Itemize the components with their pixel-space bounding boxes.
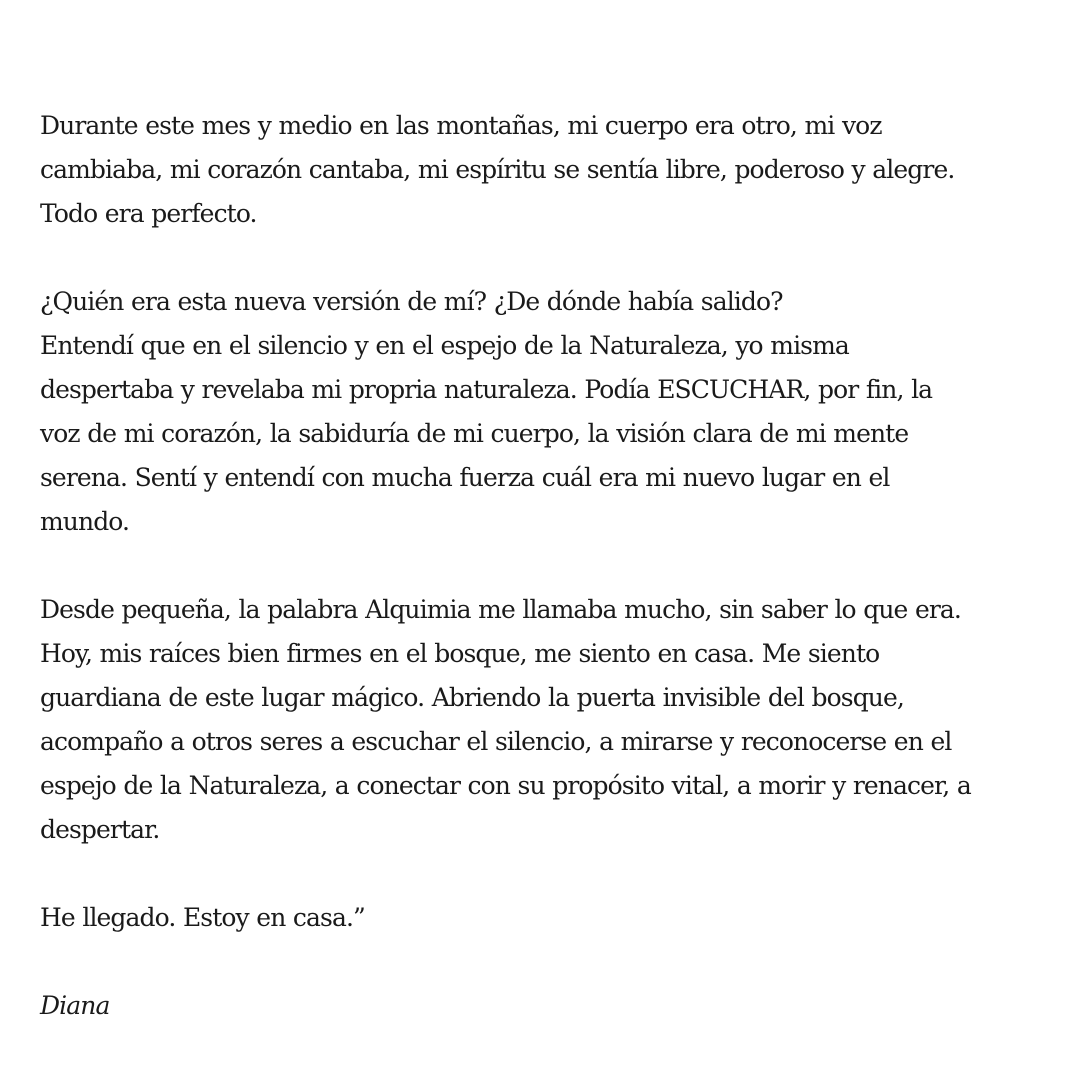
document-body	[40, 104, 1050, 1028]
text-line: voz de mi corazón, la sabiduría de mi cuerpo, la visión clara de mi mente	[40, 419, 909, 448]
paragraph-1	[40, 104, 1050, 236]
text-line: Todo era perfecto.	[40, 199, 257, 228]
paragraph-spacer	[40, 940, 1050, 984]
text-line: espejo de la Naturaleza, a conectar con su propósito vital, a morir y renacer, a	[40, 771, 971, 800]
text-line: Desde pequeña, la palabra Alquimia me llamaba mucho, sin saber lo que era.	[40, 595, 961, 624]
paragraph-spacer	[40, 544, 1050, 588]
paragraph-2	[40, 280, 1050, 544]
text-line: acompaño a otros seres a escuchar el silencio, a mirarse y reconocerse en el	[40, 727, 952, 756]
paragraph-4	[40, 896, 1050, 940]
paragraph-spacer	[40, 236, 1050, 280]
text-line: guardiana de este lugar mágico. Abriendo la puerta invisible del bosque,	[40, 683, 904, 712]
text-line: He llegado. Estoy en casa.”	[40, 903, 365, 932]
paragraph-3	[40, 588, 1050, 852]
text-line: Entendí que en el silencio y en el espejo de la Naturaleza, yo misma	[40, 331, 849, 360]
text-line: ¿Quién era esta nueva versión de mí? ¿De dónde había salido?	[40, 287, 783, 316]
text-line: mundo.	[40, 507, 130, 536]
text-line: despertaba y revelaba mi propria naturaleza. Podía ESCUCHAR, por fin, la	[40, 375, 933, 404]
text-line: Hoy, mis raíces bien firmes en el bosque, me siento en casa. Me siento	[40, 639, 880, 668]
text-line: despertar.	[40, 815, 160, 844]
text-line: cambiaba, mi corazón cantaba, mi espíritu se sentía libre, poderoso y alegre.	[40, 155, 955, 184]
signature: Diana	[40, 991, 110, 1020]
text-line: Durante este mes y medio en las montañas, mi cuerpo era otro, mi voz	[40, 111, 882, 140]
paragraph-spacer	[40, 852, 1050, 896]
text-line: serena. Sentí y entendí con mucha fuerza cuál era mi nuevo lugar en el	[40, 463, 890, 492]
